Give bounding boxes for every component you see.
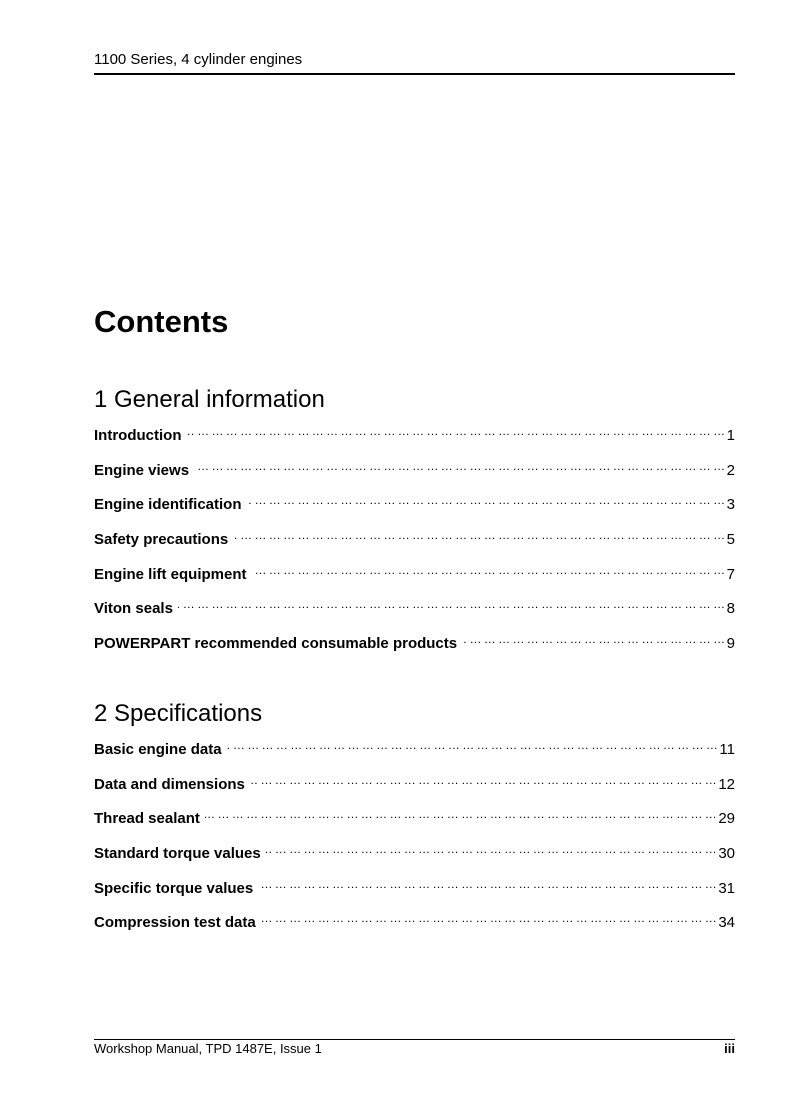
toc-entry-title: Data and dimensions <box>94 775 245 793</box>
toc-entry-specific-torque-values[interactable] <box>94 875 735 910</box>
toc-entry-powerpart-consumables[interactable] <box>94 630 735 665</box>
dot-leader <box>247 491 725 509</box>
toc-entry-page: 3 <box>726 496 735 514</box>
toc-entry-title: Viton seals <box>94 600 173 618</box>
toc-entry-title: Engine lift equipment <box>94 565 247 583</box>
toc-entry-title: Specific torque values <box>94 879 254 897</box>
toc-entry-engine-views[interactable] <box>94 457 735 492</box>
header-text: 1100 Series, 4 cylinder engines <box>94 51 303 68</box>
section-heading: 1 General information <box>94 386 325 413</box>
toc-entry-page: 7 <box>726 565 735 583</box>
toc-entry-page: 9 <box>726 635 735 653</box>
toc-entry-basic-engine-data[interactable] <box>94 736 735 771</box>
page-title: Contents <box>94 304 229 339</box>
toc-section-specifications <box>94 699 735 944</box>
toc-entry-standard-torque-values[interactable] <box>94 840 735 875</box>
toc-entry-page: 1 <box>726 427 735 444</box>
toc-entry-page: 2 <box>726 461 735 479</box>
dot-leader <box>261 909 717 927</box>
dot-leader <box>186 422 724 440</box>
toc-entry-title: Introduction <box>94 427 182 444</box>
dot-leader <box>252 561 725 579</box>
dot-leader <box>194 457 725 475</box>
toc-entry-page: 8 <box>726 600 735 618</box>
toc-entry-title: Thread sealant <box>94 810 200 828</box>
toc-entry-title: Standard torque values <box>94 845 261 863</box>
footer-page-number: iii <box>724 1041 735 1056</box>
toc-entry-thread-sealant[interactable] <box>94 805 735 840</box>
toc-entry-viton-seals[interactable] <box>94 595 735 630</box>
toc-entry-title: Safety precautions <box>94 531 229 549</box>
toc-entry-safety-precautions[interactable] <box>94 526 735 561</box>
toc-entry-compression-test-data[interactable] <box>94 909 735 944</box>
dot-leader <box>266 840 717 858</box>
dot-leader <box>233 526 724 544</box>
toc-entry-page: 12 <box>718 775 735 793</box>
footer-document-info: Workshop Manual, TPD 1487E, Issue 1 <box>94 1041 322 1056</box>
toc-entry-page: 34 <box>718 914 735 932</box>
toc-section-general-information <box>94 385 735 665</box>
toc-entry-page: 5 <box>726 531 735 549</box>
dot-leader <box>205 805 716 823</box>
toc-entry-data-and-dimensions[interactable] <box>94 771 735 806</box>
toc-entry-title: Engine identification <box>94 496 242 514</box>
toc-list <box>94 736 735 944</box>
toc-entry-introduction[interactable] <box>94 422 735 457</box>
dot-leader <box>250 771 716 789</box>
toc-entry-engine-identification[interactable] <box>94 491 735 526</box>
toc-entry-page: 29 <box>718 810 735 828</box>
toc-entry-engine-lift-equipment[interactable] <box>94 561 735 596</box>
page-header <box>94 51 735 75</box>
toc-list <box>94 422 735 665</box>
toc-entry-page: 31 <box>718 879 735 897</box>
dot-leader <box>258 875 716 893</box>
dot-leader <box>462 630 725 648</box>
toc-entry-title: Compression test data <box>94 914 256 932</box>
toc-entry-title: Basic engine data <box>94 741 222 758</box>
dot-leader <box>227 736 718 754</box>
toc-entry-title: Engine views <box>94 461 190 479</box>
toc-entry-page: 11 <box>719 741 735 758</box>
dot-leader <box>178 595 725 613</box>
section-heading: 2 Specifications <box>94 700 263 727</box>
toc-entry-title: POWERPART recommended consumable products <box>94 635 458 653</box>
page-footer <box>94 1039 735 1058</box>
toc-entry-page: 30 <box>718 845 735 863</box>
